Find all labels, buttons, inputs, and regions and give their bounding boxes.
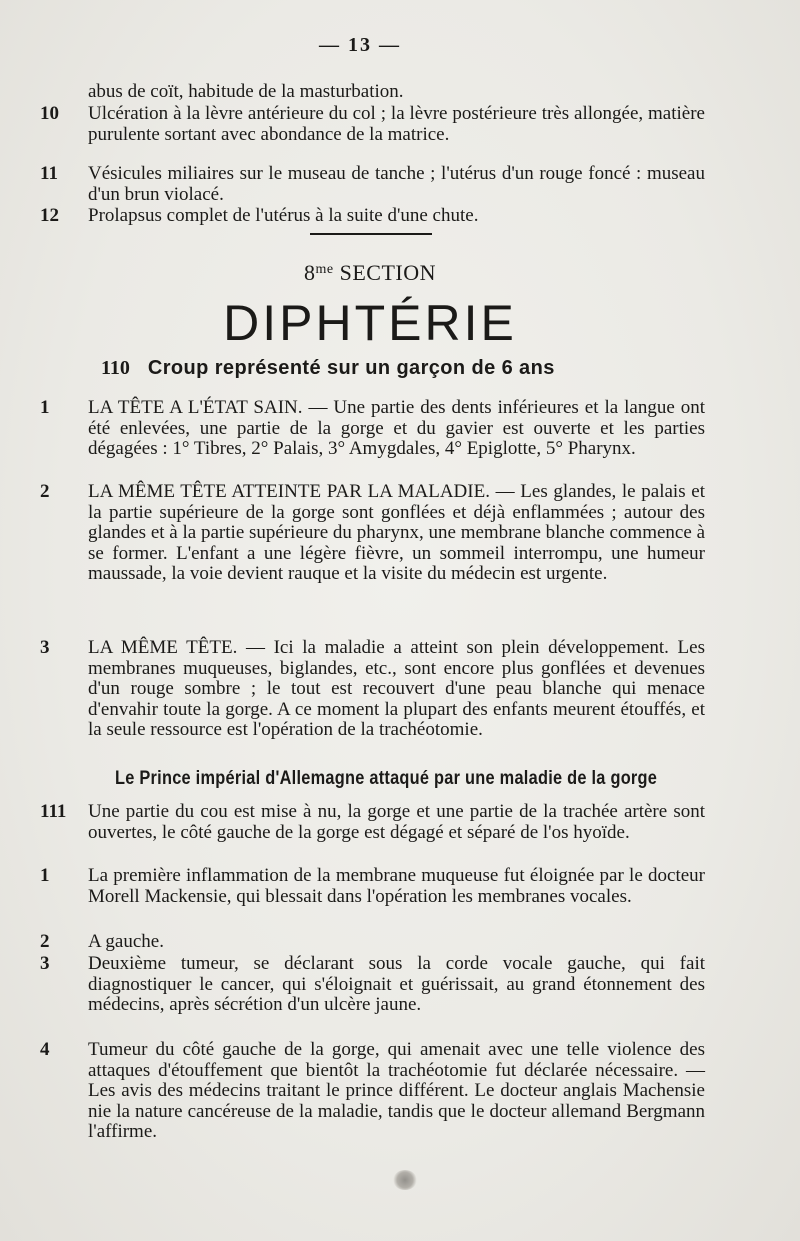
item-number: 2 (40, 481, 50, 502)
item-number: 1 (40, 865, 50, 886)
section-label (0, 260, 740, 286)
item-text: Deuxième tumeur, se déclarant sous la corde vocale gauche, qui fait diagnostiquer le cancer, qui s'éloignait et guérissait, au grand étonnement des médecins, après sécrétion d'un ulcère jaune. (88, 953, 705, 1015)
plate-number: 110 (101, 357, 130, 379)
item-number: 1 (40, 397, 50, 418)
section-word: SECTION (339, 260, 436, 285)
list-item (40, 164, 705, 205)
item-text: Vésicules miliaires sur le museau de tanche ; l'utérus d'un rouge foncé : museau d'un brun violacé. (88, 163, 705, 205)
chapter-title: DIPHTÉRIE (223, 295, 517, 351)
item-text: LA MÊME TÊTE. — Ici la maladie a atteint son plein développement. Les membranes muqueuses, biglandes, etc., sont encore plus gonflées et devenues d'un rouge sombre ; le tout est recouvert d'une peau blanche qui menace d'envahir toute la gorge. A ce moment la plupart des enfants meurent étouffés, et la seule ressource est l'opération de la trachéotomie. (88, 637, 705, 740)
section-number: 8 (304, 260, 316, 285)
list-item (40, 206, 705, 227)
plate-title: Croup représenté sur un garçon de 6 ans (147, 357, 555, 379)
item-text: LA MÊME TÊTE ATTEINTE PAR LA MALADIE. — Les glandes, le palais et la partie supérieure de la gorge sont gonflées et déjà enflammées ; autour des glandes et à la partie supérieure du pharynx, une membrane blanche commence à se former. L'enfant a une légère fièvre, un sommeil interrompu, une humeur maussade, la voie devient rauque et la visite du médecin est urgente. (88, 481, 705, 584)
item-number: 11 (40, 163, 58, 184)
item-text: A gauche. (88, 931, 164, 952)
item-text: Prolapsus complet de l'utérus à la suite d'une chute. (88, 205, 479, 226)
item-text: Ulcération à la lèvre antérieure du col ; la lèvre postérieure très allongée, matière purulente sortant avec abondance de la matrice. (88, 103, 705, 145)
item-number: 3 (40, 637, 50, 658)
item-text: abus de coït, habitude de la masturbation. (88, 81, 404, 102)
item-text: Une partie du cou est mise à nu, la gorge et une partie de la trachée artère sont ouvertes, le côté gauche de la gorge est dégagé et séparé de l'os hyoïde. (88, 801, 705, 843)
list-item (40, 82, 705, 103)
list-item (40, 802, 705, 843)
section-divider (310, 233, 432, 235)
plate-heading (101, 357, 555, 380)
subsection-heading: Le Prince impérial d'Allemagne attaqué par une maladie de la gorge (115, 768, 658, 789)
list-item (40, 954, 705, 1016)
list-item (40, 398, 705, 460)
item-number: 2 (40, 931, 50, 952)
item-number: 4 (40, 1039, 50, 1060)
item-number: 10 (40, 103, 59, 124)
list-item (40, 482, 705, 585)
item-text: La première inflammation de la membrane muqueuse fut éloignée par le docteur Morell Mackensie, qui blessait dans l'opération les membranes vocales. (88, 865, 705, 907)
ink-smudge (393, 1170, 417, 1190)
item-number: 111 (40, 801, 67, 822)
list-item (40, 932, 705, 953)
list-item (40, 638, 705, 741)
item-text: Tumeur du côté gauche de la gorge, qui amenait avec une telle violence des attaques d'étouffement que bientôt la trachéotomie fut déclarée nécessaire. — Les avis des médecins traitant le prince différent. Le docteur anglais Machensie nie la nature cancéreuse de la maladie, tandis que le docteur allemand Bergmann l'affirme. (88, 1039, 705, 1142)
item-text: LA TÊTE A L'ÉTAT SAIN. — Une partie des dents inférieures et la langue ont été enlevées, une partie de la gorge et du gavier est ouverte et les parties dégagées : 1° Tibres, 2° Palais, 3° Amygdales, 4° Epiglotte, 5° Pharynx. (88, 397, 705, 459)
list-item (40, 1040, 705, 1143)
section-number-suffix: me (315, 262, 334, 277)
page-number: — 13 — (319, 34, 401, 56)
list-item (40, 104, 705, 145)
list-item (40, 866, 705, 907)
item-number: 12 (40, 205, 59, 226)
item-number: 3 (40, 953, 50, 974)
